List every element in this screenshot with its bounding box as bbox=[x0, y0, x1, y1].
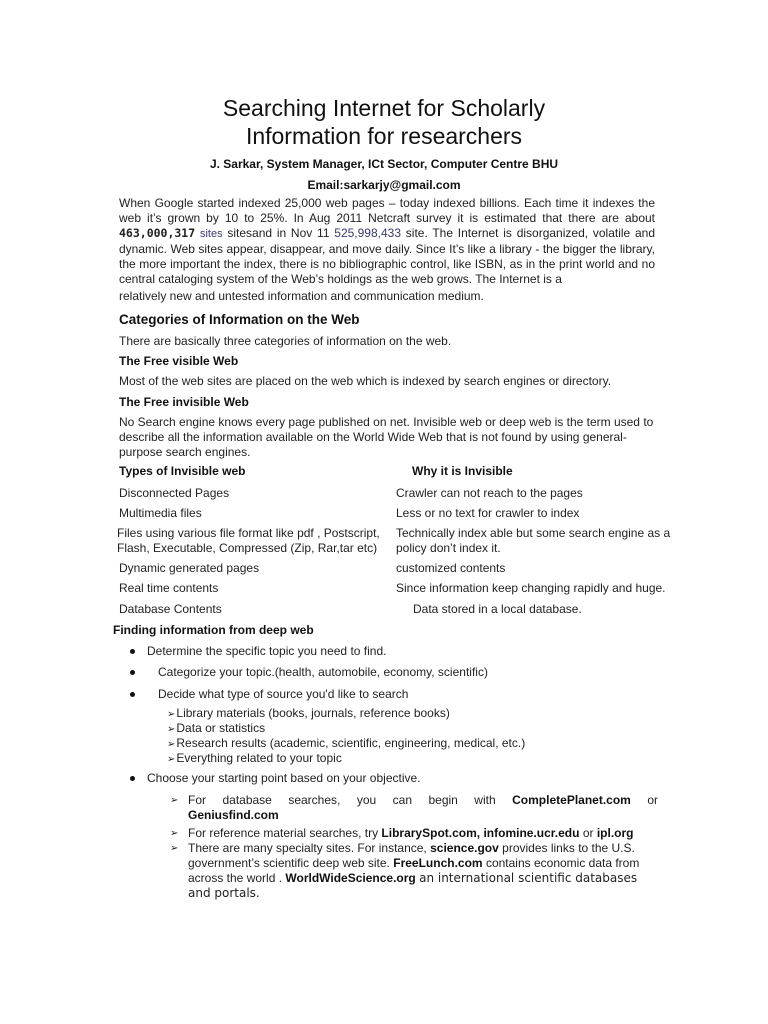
table-row-2-why: Less or no text for crawler to index bbox=[396, 506, 580, 520]
table-row-1-why: Crawler can not reach to the pages bbox=[396, 486, 583, 500]
link-science-gov[interactable]: science.gov bbox=[430, 841, 499, 855]
intro-paragraph bbox=[119, 196, 655, 287]
source-type-item: ➢Library materials (books, journals, reference books) bbox=[167, 706, 450, 720]
email-line: Email:sarkarjy@gmail.com bbox=[307, 178, 461, 192]
title-line-2: Information for researchers bbox=[245, 123, 523, 149]
intro-text-1: When Google started indexed 25,000 web pages – today indexed billions. Each time it indexes the web it’s grown by 10 to 25%. In Aug 2011 Netcraft survey it is estimated that there are about bbox=[119, 196, 655, 225]
free-invisible-text: No Search engine knows every page published on net. Invisible web or deep web is the term used to describe all the information available on the World Wide Web that is not found by using general-purpose search engines. bbox=[119, 415, 654, 459]
title-line-1: Searching Internet for Scholarly bbox=[222, 95, 546, 121]
link-geniusfind[interactable]: Geniusfind.com bbox=[188, 808, 279, 822]
table-row-6-type: Database Contents bbox=[119, 602, 222, 616]
starting-point-2: ➢ For reference material searches, try LibrarySpot.com, infomine.ucr.edu or ipl.org bbox=[170, 826, 634, 840]
bullet-text: Determine the specific topic you need to find. bbox=[147, 644, 387, 658]
bullet-item-4 bbox=[130, 771, 421, 785]
free-visible-heading: The Free visible Web bbox=[119, 354, 239, 368]
bullet-item-1 bbox=[130, 644, 386, 658]
categories-heading: Categories of Information on the Web bbox=[119, 312, 360, 327]
site-count-nov: 525,998,433 bbox=[334, 226, 402, 240]
free-visible-text: Most of the web sites are placed on the web which is indexed by search engines or directory. bbox=[119, 374, 612, 388]
table-row-3-type: Files using various file format like pdf , Postscript, Flash, Executable, Compressed (Zip, Rar,tar etc) bbox=[117, 526, 380, 555]
sites-word: sites bbox=[199, 228, 223, 240]
link-ipl[interactable]: ipl.org bbox=[596, 826, 634, 840]
table-row-5-why: Since information keep changing rapidly and huge. bbox=[396, 581, 666, 595]
source-type-item: ➢Data or statistics bbox=[167, 721, 266, 735]
starting-point-3: ➢ There are many specialty sites. For instance, science.gov provides links to the U.S. government’s scientific deep web site. FreeLunch.com contains economic data from across the world . WorldWideScience.org an international scientific databases and portals. bbox=[170, 841, 640, 900]
link-freelunch[interactable]: FreeLunch.com bbox=[393, 856, 483, 870]
table-row-4-why: customized contents bbox=[396, 561, 506, 575]
intro-last-line: relatively new and untested information and communication medium. bbox=[119, 289, 484, 303]
link-infomine[interactable]: infomine.ucr.edu bbox=[483, 826, 580, 840]
bullet-dot-icon bbox=[130, 776, 135, 781]
table-row-5-type: Real time contents bbox=[119, 581, 219, 595]
deep-web-heading: Finding information from deep web bbox=[113, 623, 314, 637]
bullet-text: Choose your starting point based on your objective. bbox=[147, 771, 421, 785]
site-count-aug: 463,000,317 bbox=[119, 226, 196, 240]
author-line: J. Sarkar, System Manager, ICt Sector, Computer Centre BHU bbox=[209, 157, 559, 171]
arrow-bullet-icon: ➢ bbox=[170, 843, 179, 854]
arrow-bullet-icon: ➢ bbox=[167, 709, 176, 720]
arrow-bullet-icon: ➢ bbox=[167, 739, 176, 750]
link-libraryspot[interactable]: LibrarySpot.com, bbox=[381, 826, 481, 840]
bullet-dot-icon bbox=[130, 692, 135, 697]
table-row-1-type: Disconnected Pages bbox=[119, 486, 230, 500]
arrow-bullet-icon: ➢ bbox=[167, 754, 176, 765]
link-worldwidescience[interactable]: WorldWideScience.org bbox=[285, 871, 416, 885]
source-type-item: ➢Everything related to your topic bbox=[167, 751, 342, 765]
arrow-bullet-icon: ➢ bbox=[170, 828, 179, 839]
bullet-dot-icon bbox=[130, 670, 135, 675]
bullet-text: Categorize your topic.(health, automobile, economy, scientific) bbox=[158, 665, 488, 679]
intro-text-2: sitesand in Nov 11 bbox=[227, 226, 330, 240]
bullet-item-2 bbox=[130, 665, 488, 679]
table-row-6-why: Data stored in a local database. bbox=[413, 602, 582, 616]
bullet-dot-icon bbox=[130, 649, 135, 654]
categories-text: There are basically three categories of information on the web. bbox=[119, 334, 452, 348]
source-type-item: ➢Research results (academic, scientific, engineering, medical, etc.) bbox=[167, 736, 526, 750]
arrow-bullet-icon: ➢ bbox=[167, 724, 176, 735]
bullet-text: Decide what type of source you'd like to search bbox=[158, 687, 409, 701]
arrow-bullet-icon: ➢ bbox=[170, 795, 179, 806]
table-row-4-type: Dynamic generated pages bbox=[119, 561, 260, 575]
intro-text-3: site. The Internet is disorganized, volatile and dynamic. Web sites appear, disappear, and move daily. Since It’s like a library - the bigger the library, the more important the index, there is no bibliographic control, like ISBN, as in the print world and no central cataloging system of the Web’s holdings as the web grows. The Internet is a bbox=[119, 226, 655, 286]
table-header-type: Types of Invisible web bbox=[119, 464, 246, 478]
table-row-2-type: Multimedia files bbox=[119, 506, 202, 520]
starting-point-1: ➢ For database searches, you can begin with CompletePlanet.com or Geniusfind.com bbox=[170, 793, 658, 822]
link-completeplanet[interactable]: CompletePlanet.com bbox=[512, 793, 631, 807]
bullet-item-3 bbox=[130, 687, 408, 701]
table-header-why: Why it is Invisible bbox=[412, 464, 513, 478]
free-invisible-heading: The Free invisible Web bbox=[119, 395, 249, 409]
table-row-3-why: Technically index able but some search engine as a policy don’t index it. bbox=[396, 526, 671, 555]
